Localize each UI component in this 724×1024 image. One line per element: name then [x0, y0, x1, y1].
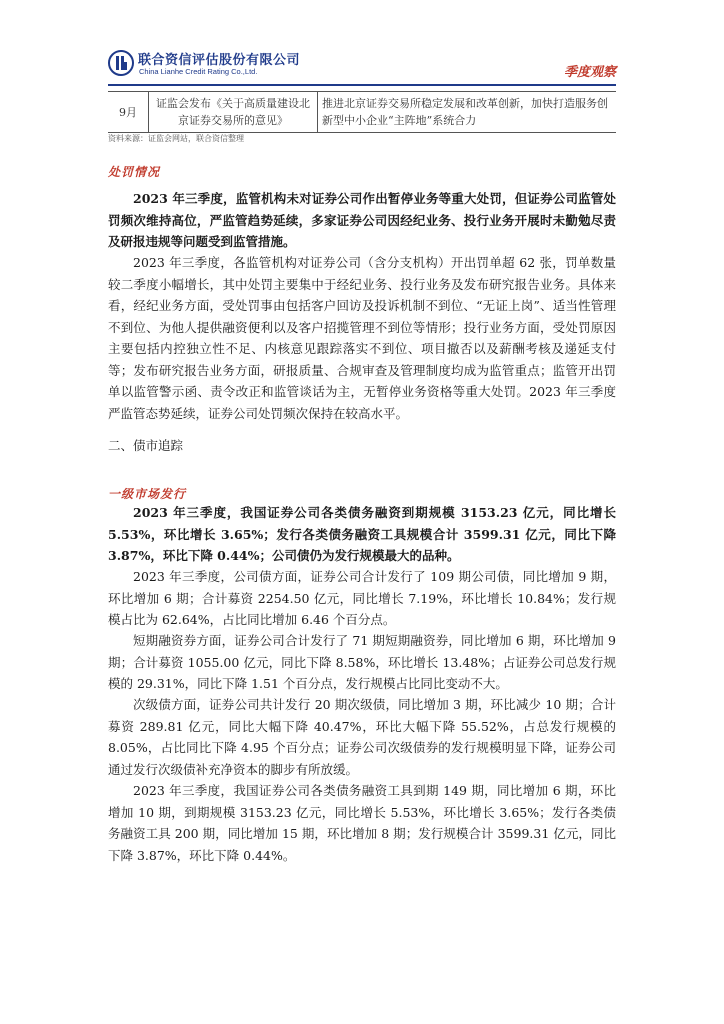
header-divider — [108, 84, 616, 86]
company-logo-icon — [108, 50, 134, 76]
table-cell-event: 证监会发布《关于高质量建设北京证券交易所的意见》 — [149, 92, 318, 133]
short-term-paragraph: 短期融资券方面，证券公司合计发行了 71 期短期融资券，同比增加 6 期，环比增加 9 期；合计募资 1055.00 亿元，同比下降 8.58%，环比增长 13.48%；占证券公司总发行规模的 29.31%，同比下降 1.51 个百分点，发行规模占比同比变动不大。 — [108, 633, 616, 691]
section-label: 季度观察 — [563, 65, 616, 80]
source-note: 资料来源：证监会网站，联合资信整理 — [108, 134, 244, 143]
primary-market-heading: 一级市场发行 — [108, 487, 187, 501]
page-header — [108, 44, 616, 84]
subordinated-paragraph: 次级债方面，证券公司共计发行 20 期次级债，同比增加 3 期，环比减少 10 期；合计募资 289.81 亿元，同比大幅下降 40.47%，环比大幅下降 55.52%，占总发行规模的 8.05%，占比同比下降 4.95 个百分点；证券公司次级债券的发行规模明显下降，证券公司通过发行次级债补充净资本的脚步有所放缓。 — [108, 697, 616, 777]
penalty-body: 2023 年三季度，各监管机构对证券公司（含分支机构）开出罚单超 62 张，罚单数量较二季度小幅增长，其中处罚主要集中于经纪业务、投行业务及发布研究报告业务。具体来看，经纪业务方面，受处罚事由包括客户回访及投诉机制不到位、“无证上岗”、适当性管理不到位、为他人提供融资便利以及客户招揽管理不到位等情形；投行业务方面，受处罚原因主要包括内控独立性不足、内核意见跟踪落实不到位、项目撤否以及薪酬考核及递延支付等；发布研究报告业务方面，研报质量、合规审查及管理制度均成为监管重点；监管开出罚单以监管警示函、责令改正和监管谈话为主，无暂停业务资格等重大处罚。2023 年三季度严监管态势延续，证券公司处罚频次保持在较高水平。 — [108, 255, 616, 421]
penalty-heading: 处罚情况 — [108, 165, 161, 179]
table-row — [108, 92, 616, 133]
events-table — [108, 91, 616, 133]
corporate-bond-paragraph: 2023 年三季度，公司债方面，证券公司合计发行了 109 期公司债，同比增加 9 期，环比增加 6 期；合计募资 2254.50 亿元，同比增长 7.19%，环比增长 10.84%；发行规模占比为 62.64%，占比同比增加 6.46 个百分点。 — [108, 569, 616, 627]
penalty-summary: 2023 年三季度，监管机构未对证券公司作出暂停业务等重大处罚，但证券公司监管处罚频次维持高位，严监管趋势延续，多家证券公司因经纪业务、投行业务开展时未勤勉尽责及研报违规等问题受到监管措施。 — [108, 191, 616, 249]
table-cell-content: 推进北京证券交易所稳定发展和改革创新，加快打造服务创新型中小企业“主阵地”系统合力 — [318, 92, 617, 133]
primary-summary: 2023 年三季度，我国证券公司各类债务融资到期规模 3153.23 亿元，同比增长 5.53%，环比增长 3.65%；发行各类债务融资工具规模合计 3599.31 亿元，同比下降 3.87%，环比下降 0.44%；公司债仍为发行规模最大的品种。 — [108, 505, 616, 563]
bond-heading: 二、债市追踪 — [108, 438, 184, 453]
table-cell-month: 9月 — [108, 92, 149, 133]
company-name-en: China Lianhe Credit Rating Co.,Ltd. — [139, 67, 258, 76]
company-name-cn: 联合资信评估股份有限公司 — [138, 53, 301, 68]
total-paragraph: 2023 年三季度，我国证券公司各类债务融资工具到期 149 期，同比增加 6 期，环比增加 10 期，到期规模 3153.23 亿元，同比增长 5.53%，环比增长 3.65%；发行各类债务融资工具 200 期，同比增加 15 期，环比增加 8 期；发行规模合计 3599.31 亿元，同比下降 3.87%，环比下降 0.44%。 — [108, 783, 616, 863]
